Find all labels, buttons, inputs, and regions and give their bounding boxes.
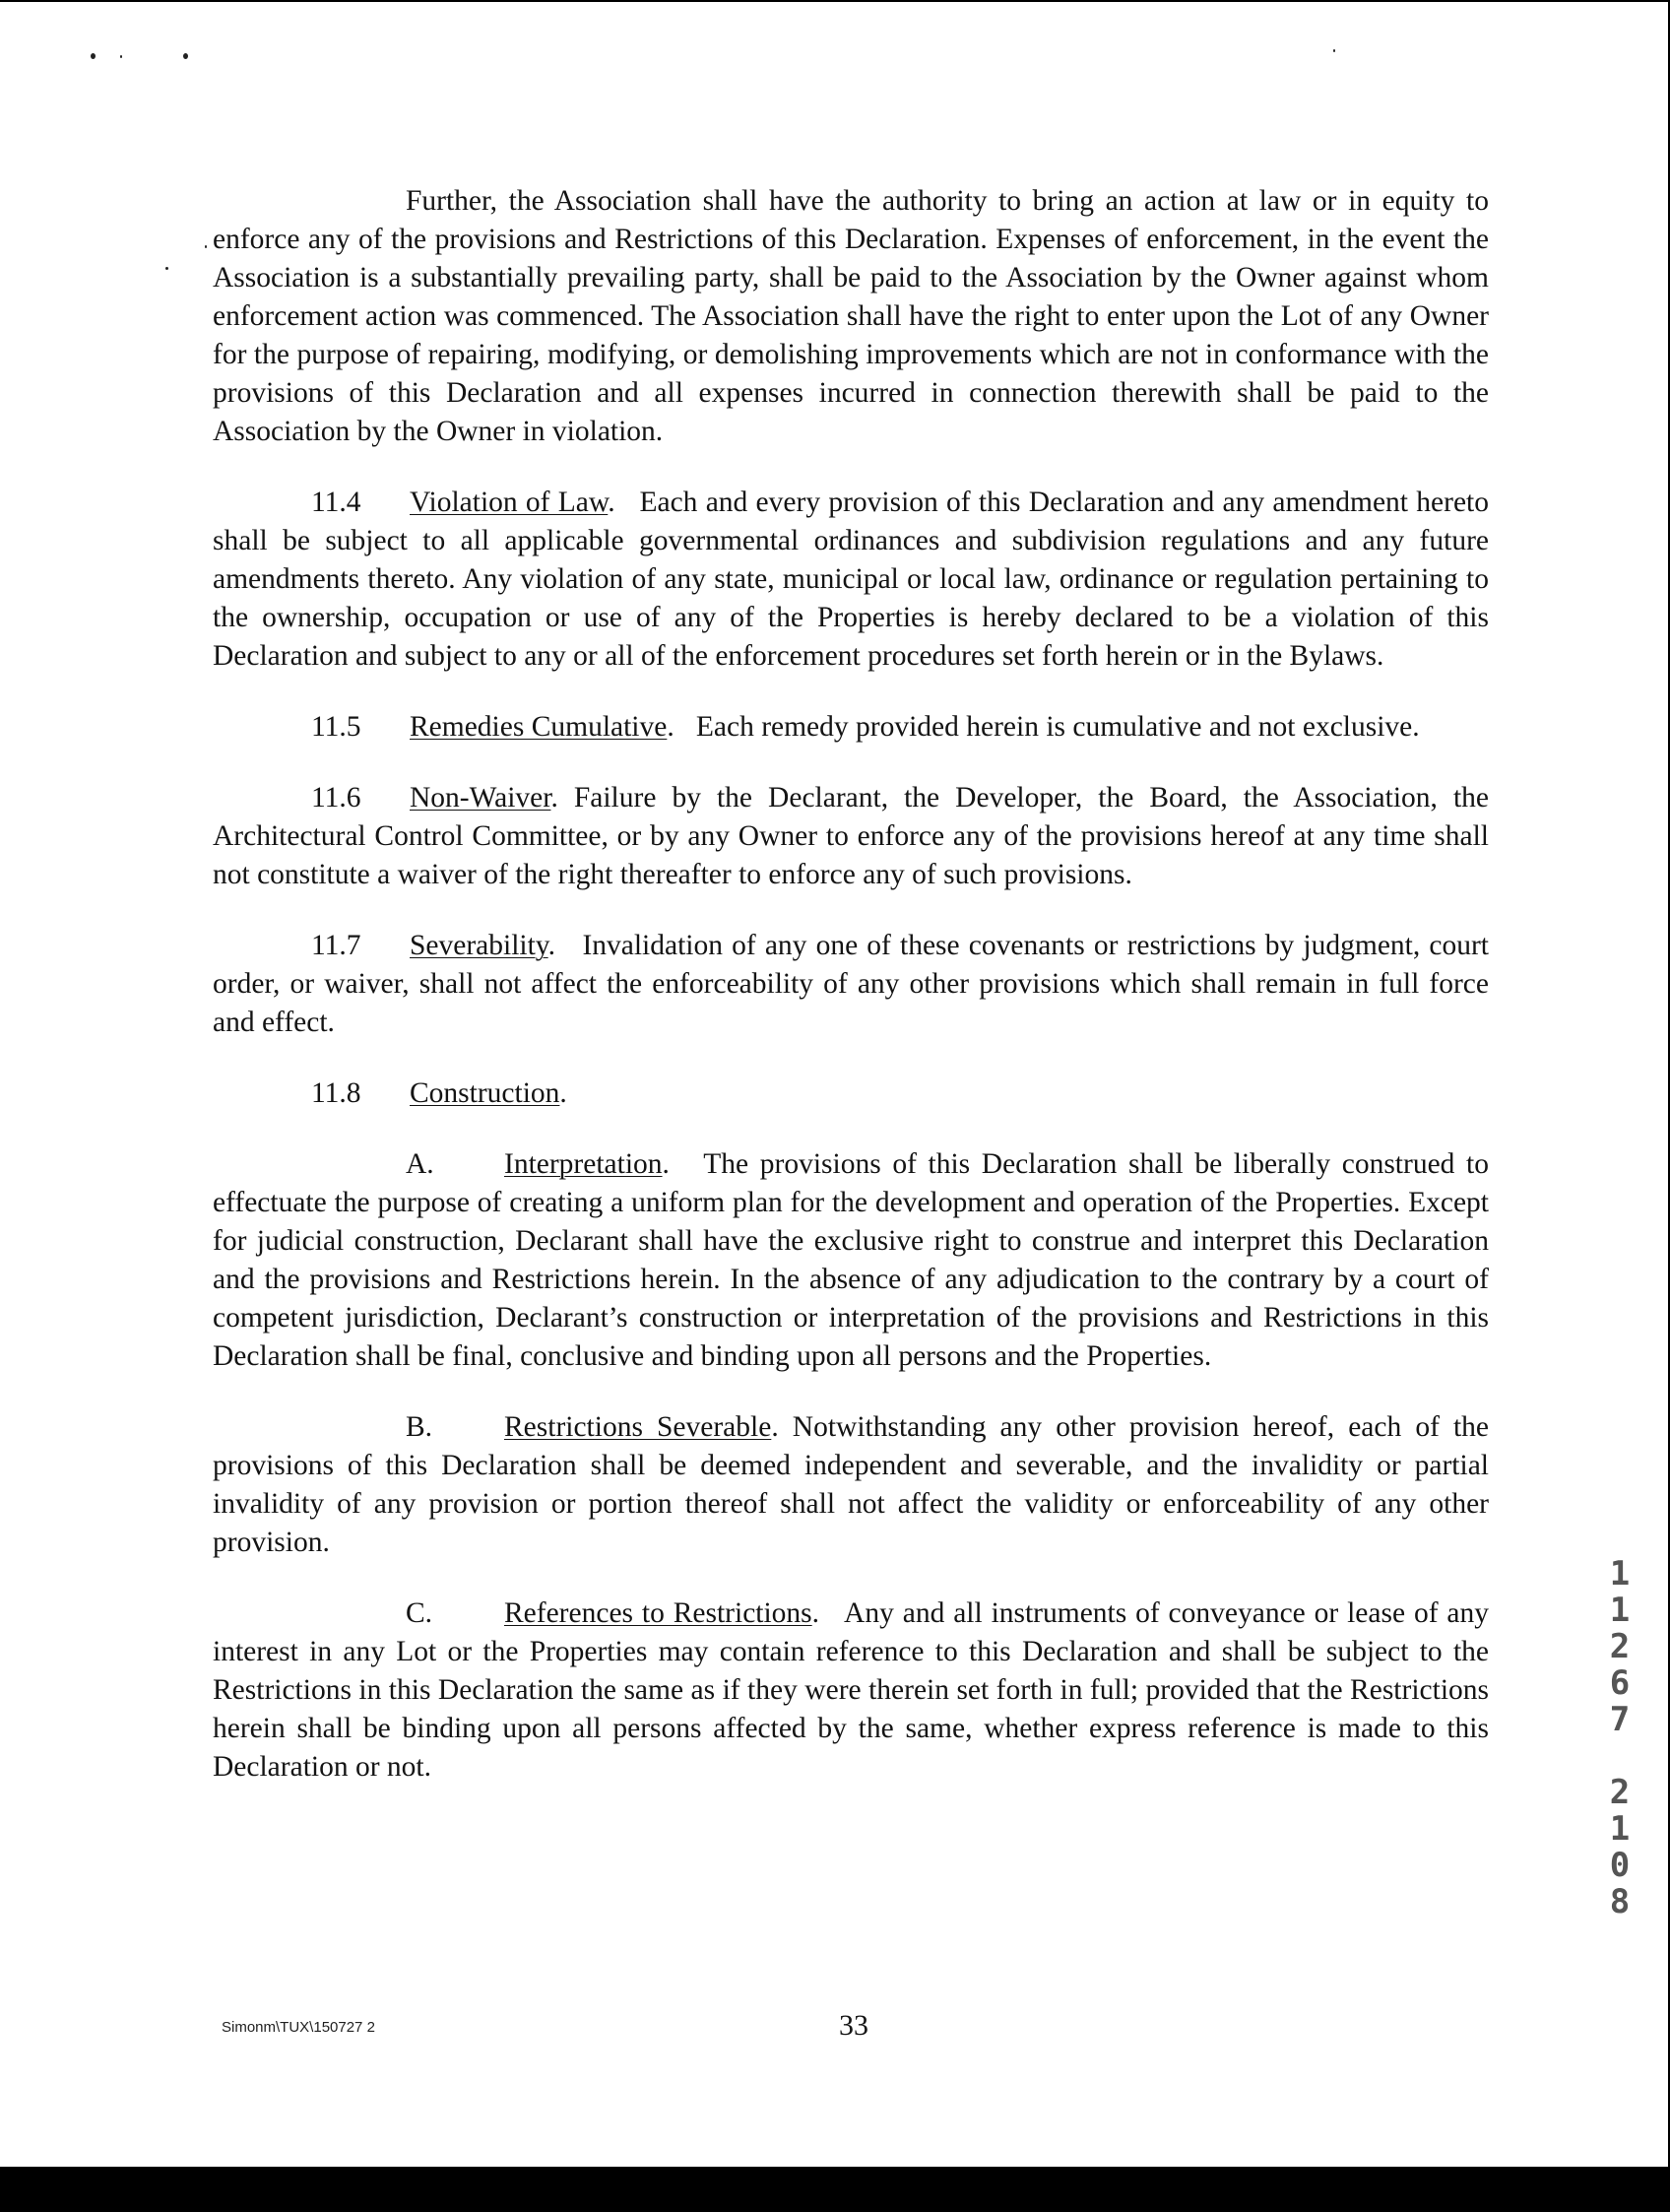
subsection-body: The provisions of this Declaration shall be liberally construed to effectuate the purpose of creating a uniform plan for the development and operation of the Properties. Except for judicial construction, Declarant shall have the exclusive right to construe and interpret this Declaration and the provisions and Restrictions herein. In the absence of any adjudication to the contrary by a court of competent jurisdiction, Declarant’s construction or interpretation of the provisions and Restrictions in this Declaration shall be final, conclusive and binding upon all persons and the Properties. bbox=[213, 1148, 1489, 1372]
section-number: 11.5 bbox=[311, 711, 361, 743]
stamp-digit: 1 bbox=[1609, 1809, 1631, 1849]
subsection-letter: A. bbox=[406, 1148, 434, 1180]
intro-paragraph: Further, the Association shall have the authority to bring an action at law or in equity to enforce any of the provisions and Restrictions of this Declaration. Expenses of enforcement, in the event the Association is a substantially prevailing party, shall be paid to the Association by the Owner against whom enforcement action was commenced. The Association shall have the right to enter upon the Lot of any Owner for the purpose of repairing, modifying, or demolishing improvements which are not in conformance with the provisions of this Declaration and all expenses incurred in connection therewith shall be paid to the Association by the Owner in violation. bbox=[213, 185, 1489, 447]
scan-speck bbox=[183, 53, 188, 59]
section-heading: Construction bbox=[410, 1077, 560, 1109]
section-body: Invalidation of any one of these covenants or restrictions by judgment, court order, or waiver, shall not affect the enforceability of any other provisions which shall remain in full force and effect. bbox=[213, 930, 1489, 1038]
stamp-digit: 7 bbox=[1609, 1700, 1631, 1739]
stamp-digit: 1 bbox=[1609, 1554, 1631, 1594]
stamp-digit: 0 bbox=[1609, 1846, 1631, 1885]
section-11-4: 11.4 Violation of Law. Each and every provision of this Declaration and any amendment hereto shall be subject to all applicable governmental ordinances and subdivision regulations and any future amendments thereto. Any violation of any state, municipal or local law, ordinance or regulation pertaining to the ownership, occupation or use of any of the Properties is hereby declared to be a violation of this Declaration and subject to any or all of the enforcement procedures set forth herein or in the Bylaws. bbox=[213, 484, 1489, 676]
scan-speck bbox=[91, 53, 96, 59]
subsection-b: B. Restrictions Severable. Notwithstanding any other provision hereof, each of the provisions of this Declaration shall be deemed independent and severable, and the invalidity or partial invalidity of any provision or portion thereof shall not affect the validity or enforceability of any other provision. bbox=[213, 1408, 1489, 1562]
stamp-digit: 1 bbox=[1609, 1591, 1631, 1630]
section-number: 11.6 bbox=[311, 782, 361, 813]
subsection-letter: C. bbox=[406, 1597, 433, 1629]
subsection-body: Notwithstanding any other provision hereof, each of the provisions of this Declaration shall be deemed independent and severable, and the invalidity or partial invalidity of any provision or portion thereof shall not affect the validity or enforceability of any other provision. bbox=[213, 1411, 1490, 1558]
section-heading: Non-Waiver bbox=[410, 782, 551, 813]
subsection-heading: References to Restrictions bbox=[504, 1597, 812, 1629]
section-body: Failure by the Declarant, the Developer, the Board, the Association, the Architectural Control Committee, or by any Owner to enforce any of the provisions hereof at any time shall not constitute a waiver of the right thereafter to enforce any of such provisions. bbox=[213, 782, 1489, 890]
document-body bbox=[213, 182, 1489, 1787]
stamp-digit: 8 bbox=[1609, 1882, 1631, 1921]
section-number: 11.8 bbox=[311, 1077, 361, 1109]
recording-stamp bbox=[1603, 1556, 1637, 1920]
section-number: 11.7 bbox=[311, 930, 361, 961]
scan-speck bbox=[205, 245, 207, 248]
subsection-body: Any and all instruments of conveyance or lease of any interest in any Lot or the Properties may contain reference to this Declaration and shall be subject to the Restrictions in this Declaration the same as if they were therein set forth in full; provided that the Restrictions herein shall be binding upon all persons affected by the same, whether express reference is made to this Declaration or not. bbox=[213, 1597, 1489, 1783]
scan-speck bbox=[1333, 49, 1335, 52]
scan-speck bbox=[165, 267, 168, 270]
scan-speck bbox=[120, 55, 122, 58]
page-number: 33 bbox=[839, 2009, 868, 2042]
subsection-letter: B. bbox=[406, 1411, 433, 1443]
stamp-digit: 2 bbox=[1609, 1773, 1631, 1812]
subsection-c: C. References to Restrictions. Any and all instruments of conveyance or lease of any interest in any Lot or the Properties may contain reference to this Declaration and shall be subject to the Restrictions in this Declaration the same as if they were therein set forth in full; provided that the Restrictions herein shall be binding upon all persons affected by the same, whether express reference is made to this Declaration or not. bbox=[213, 1594, 1489, 1787]
section-11-6: 11.6 Non-Waiver. Failure by the Declarant, the Developer, the Board, the Association, the Architectural Control Committee, or by any Owner to enforce any of the provisions hereof at any time shall not constitute a waiver of the right thereafter to enforce any of such provisions. bbox=[213, 779, 1489, 894]
subsection-heading: Restrictions Severable bbox=[504, 1411, 772, 1443]
section-heading: Severability bbox=[410, 930, 548, 961]
document-page bbox=[0, 2, 1668, 2167]
stamp-digit: 2 bbox=[1609, 1627, 1631, 1666]
section-heading: Remedies Cumulative bbox=[410, 711, 668, 743]
section-number: 11.4 bbox=[311, 487, 361, 518]
subsection-a: A. Interpretation. The provisions of this Declaration shall be liberally construed to effectuate the purpose of creating a uniform plan for the development and operation of the Properties. Except for judicial construction, Declarant shall have the exclusive right to construe and interpret this Declaration and the provisions and Restrictions herein. In the absence of any adjudication to the contrary by a court of competent jurisdiction, Declarant’s construction or interpretation of the provisions and Restrictions in this Declaration shall be final, conclusive and binding upon all persons and the Properties. bbox=[213, 1145, 1489, 1376]
section-body: Each and every provision of this Declaration and any amendment hereto shall be subject to all applicable governmental ordinances and subdivision regulations and any future amendments thereto. Any violation of any state, municipal or local law, ordinance or regulation pertaining to the ownership, occupation or use of any of the Properties is hereby declared to be a violation of this Declaration and subject to any or all of the enforcement procedures set forth herein or in the Bylaws. bbox=[213, 487, 1489, 672]
section-11-8: 11.8 Construction. bbox=[213, 1074, 1489, 1113]
stamp-digit: 6 bbox=[1609, 1663, 1631, 1703]
section-body: Each remedy provided herein is cumulative and not exclusive. bbox=[695, 711, 1420, 743]
section-heading: Violation of Law bbox=[410, 487, 609, 518]
subsection-heading: Interpretation bbox=[504, 1148, 663, 1180]
section-11-7: 11.7 Severability. Invalidation of any one of these covenants or restrictions by judgment, court order, or waiver, shall not affect the enforceability of any other provisions which shall remain in full force and effect. bbox=[213, 927, 1489, 1042]
section-11-5: 11.5 Remedies Cumulative. Each remedy provided herein is cumulative and not exclusive. bbox=[213, 708, 1489, 747]
footer-document-id: Simonm\TUX\150727 2 bbox=[222, 2019, 375, 2036]
